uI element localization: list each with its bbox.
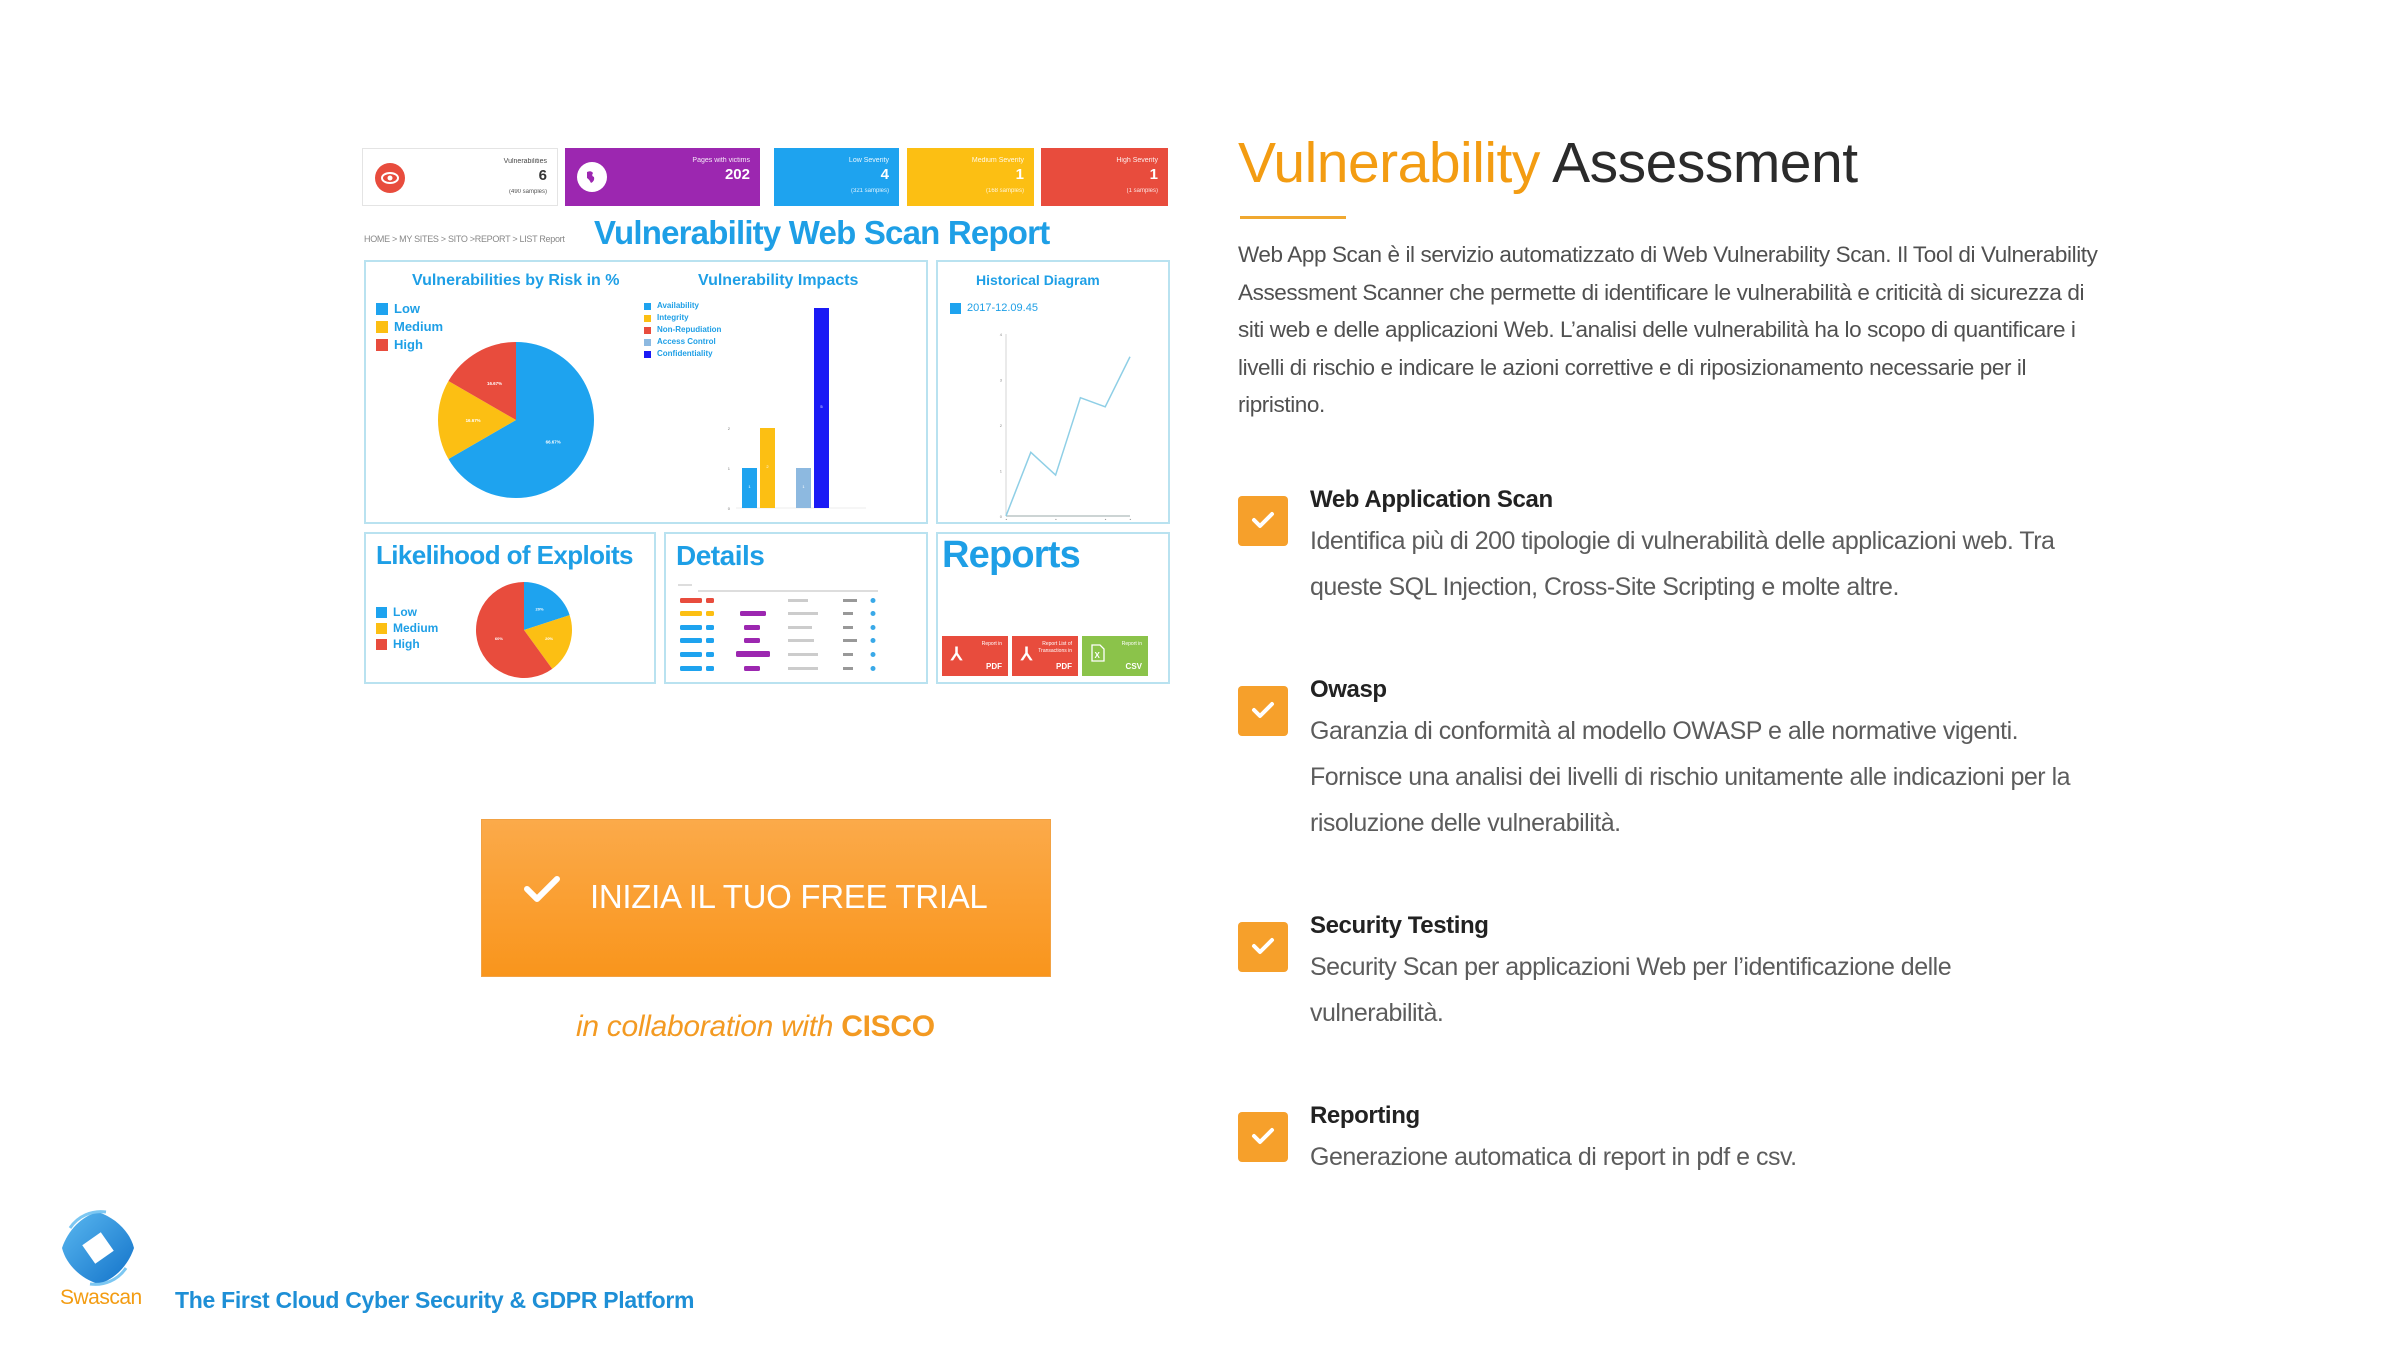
stat-card-low-severity [774, 148, 899, 206]
legend-swatch [376, 639, 387, 650]
free-trial-button[interactable] [481, 819, 1051, 977]
stat-sub: (168 samples) [985, 188, 1024, 194]
stat-value: 202 [724, 166, 750, 183]
impacts-bar-chart [716, 300, 876, 522]
feature-description: Identifica più di 200 tipologie di vulnerabilità delle applicazioni web. Tra queste SQL Injection, Cross-Site Scripting e molte altre. [1310, 527, 2055, 601]
details-table [678, 584, 918, 680]
bar-value-label: 5 [820, 404, 823, 409]
feature-description: Garanzia di conformità al modello OWASP e alle normative vigenti. Fornisce una analisi dei livelli di rischio unitamente alle indicazioni per la risoluzione delle vulnerabilità. [1310, 717, 2071, 837]
stat-card-high-severity [1041, 148, 1168, 206]
report-transactions-pdf-button[interactable] [1012, 636, 1078, 676]
tagline: The First Cloud Cyber Security & GDPR Platform [175, 1287, 695, 1313]
impacts-legend [644, 300, 721, 360]
y-tick-label: 1 [999, 468, 1002, 474]
report-title: Vulnerability Web Scan Report [594, 214, 1050, 251]
stat-value: 6 [538, 167, 547, 184]
likelihood-legend [376, 604, 438, 652]
free-trial-label: INIZIA IL TUO FREE TRIAL [590, 878, 988, 915]
legend-swatch [644, 339, 651, 346]
x-tick-label [1056, 519, 1060, 520]
stat-sub: (321 samples) [850, 188, 889, 194]
stat-sub: (1 samples) [1126, 188, 1158, 194]
collaboration-note [576, 1010, 935, 1044]
stat-label: Vulnerabilities [503, 158, 547, 165]
legend-item [376, 636, 438, 652]
y-tick-label: 1 [727, 466, 730, 471]
risk-pie-chart [436, 340, 596, 500]
legend-item [376, 604, 438, 620]
y-tick-label: 2 [999, 423, 1002, 428]
pie-slice-label: 66.67% [545, 439, 561, 445]
pdf-icon: ⅄ [951, 644, 962, 664]
legend-label: High [393, 637, 420, 651]
likelihood-chart-title: Likelihood of Exploits [376, 540, 633, 570]
legend-swatch [644, 327, 651, 334]
globe-icon [577, 162, 607, 192]
historical-legend [950, 302, 1038, 314]
report-button-text: Report in [1121, 641, 1142, 647]
reports-panel [936, 532, 1170, 684]
legend-label: High [394, 337, 423, 352]
feature-title: Reporting [1310, 1102, 1420, 1129]
title-underline [1240, 216, 1346, 219]
pie-slice-label: 16.67% [465, 418, 481, 424]
stat-card-vulnerabilities [362, 148, 558, 206]
bar-value-label: 2 [766, 464, 769, 469]
report-button-format: PDF [986, 662, 1002, 671]
stat-label: Low Severity [848, 157, 889, 164]
check-icon [1251, 1126, 1275, 1146]
legend-item [644, 324, 721, 336]
y-tick-label: 3 [999, 377, 1002, 383]
csv-file-icon [1091, 644, 1105, 667]
y-tick-label: 4 [999, 332, 1002, 337]
legend-label: Confidentiality [657, 349, 713, 358]
check-icon [1251, 700, 1275, 720]
breadcrumb: HOME > MY SITES > SITO >REPORT > LIST Report [364, 234, 565, 244]
stat-label: High Severity [1116, 157, 1158, 164]
legend-swatch [376, 607, 387, 618]
legend-label: Medium [393, 621, 439, 635]
legend-swatch [376, 339, 388, 351]
risk-impacts-panel [364, 260, 928, 524]
legend-label: Low [394, 301, 420, 316]
legend-item [950, 302, 1038, 314]
pie-slice-label: 60% [494, 636, 503, 642]
legend-label: 2017-12.09.45 [967, 302, 1038, 314]
feature-checkbox[interactable] [1238, 686, 1288, 736]
likelihood-panel [364, 532, 656, 684]
bar-value-label: 1 [748, 484, 751, 489]
report-button-text: Report List of Transactions in [1038, 641, 1072, 654]
pdf-icon: ⅄ [1021, 644, 1032, 664]
feature-title: Web Application Scan [1310, 486, 1553, 513]
legend-swatch [950, 303, 961, 314]
historical-panel [936, 260, 1170, 524]
x-tick-label [1130, 519, 1134, 520]
reports-title: Reports [942, 534, 1080, 576]
x-tick-label [1006, 519, 1010, 520]
details-panel [664, 532, 928, 684]
page-title [1238, 130, 1858, 196]
legend-item [376, 300, 443, 318]
legend-item [644, 336, 721, 348]
details-rows [680, 598, 876, 671]
report-button-text: Report in [981, 641, 1002, 647]
y-tick-label: 0 [727, 506, 730, 511]
swascan-logo-icon [58, 1208, 138, 1288]
pie-slice-label: 20% [545, 636, 554, 642]
details-title: Details [676, 540, 765, 571]
legend-swatch [644, 315, 651, 322]
stat-value: 4 [880, 166, 889, 183]
legend-swatch [376, 623, 387, 634]
details-header [678, 584, 878, 592]
brand-name: Swascan [60, 1286, 142, 1309]
historical-line-chart [998, 320, 1148, 520]
legend-label: Non-Repudiation [657, 325, 722, 334]
legend-item [644, 300, 721, 312]
feature-checkbox[interactable] [1238, 1112, 1288, 1162]
legend-label: Integrity [657, 313, 689, 322]
legend-item [376, 318, 443, 336]
stat-label: Pages with victims [692, 157, 750, 164]
feature-checkbox[interactable] [1238, 922, 1288, 972]
legend-swatch [644, 303, 651, 310]
stat-sub: (490 samples) [508, 189, 547, 195]
legend-label: Low [393, 605, 417, 619]
check-icon [524, 874, 560, 904]
svg-text:X: X [1094, 651, 1100, 660]
bar-value-label: 1 [802, 484, 805, 489]
title-rest: Assessment [1552, 131, 1858, 195]
y-tick-label: 2 [727, 426, 730, 431]
feature-title: Owasp [1310, 676, 1387, 703]
feature-title: Security Testing [1310, 912, 1489, 939]
legend-item [376, 336, 443, 354]
feature-checkbox[interactable] [1238, 496, 1288, 546]
collab-text: in collaboration with [576, 1010, 842, 1043]
legend-item [644, 312, 721, 324]
check-icon [1251, 510, 1275, 530]
title-accent: Vulnerability [1238, 131, 1540, 195]
historical-chart-title: Historical Diagram [976, 272, 1100, 288]
stat-label: Medium Severity [971, 157, 1024, 164]
impacts-chart-title: Vulnerability Impacts [698, 272, 859, 289]
dashboard-preview [362, 148, 1168, 688]
stat-card-pages [565, 148, 760, 206]
pie-slice-label: 16.67% [487, 380, 503, 386]
risk-legend [376, 300, 443, 354]
x-tick-label [1105, 519, 1109, 520]
legend-swatch [376, 303, 388, 315]
legend-label: Medium [394, 319, 444, 334]
legend-label: Access Control [657, 337, 716, 346]
legend-label: Availability [657, 301, 699, 310]
feature-description: Security Scan per applicazioni Web per l’identificazione delle vulnerabilità. [1310, 953, 1952, 1027]
stat-card-medium-severity [907, 148, 1034, 206]
legend-item [376, 620, 438, 636]
stat-cards [362, 148, 1168, 206]
check-icon [1251, 936, 1275, 956]
pie-slice-label: 20% [535, 606, 544, 612]
line-series [1006, 357, 1130, 516]
risk-chart-title: Vulnerabilities by Risk in % [412, 272, 620, 289]
report-button-format: CSV [1125, 662, 1142, 671]
likelihood-pie-chart [474, 580, 574, 680]
legend-item [644, 348, 721, 360]
intro-paragraph: Web App Scan è il servizio automatizzato di Web Vulnerability Scan. Il Tool di Vulnerability Assessment Scanner che permette di identificare le vulnerabilità e criticità di sicurezza di siti web e delle applicazioni Web. L’analisi delle vulnerabilità ha lo scopo di quantificare i livelli di rischio e indicare le azioni correttive e di riposizionamento necessarie per il ripristino. [1238, 242, 2098, 417]
eye-icon [375, 163, 405, 193]
feature-description: Generazione automatica di report in pdf e csv. [1310, 1143, 1797, 1171]
collab-brand: CISCO [841, 1010, 935, 1043]
y-tick-label: 0 [999, 514, 1002, 519]
report-pdf-button[interactable] [942, 636, 1008, 676]
report-csv-button[interactable] [1082, 636, 1148, 676]
stat-value: 1 [1015, 166, 1024, 183]
report-button-format: PDF [1056, 662, 1072, 671]
legend-swatch [644, 351, 651, 358]
legend-swatch [376, 321, 388, 333]
stat-value: 1 [1149, 166, 1158, 183]
